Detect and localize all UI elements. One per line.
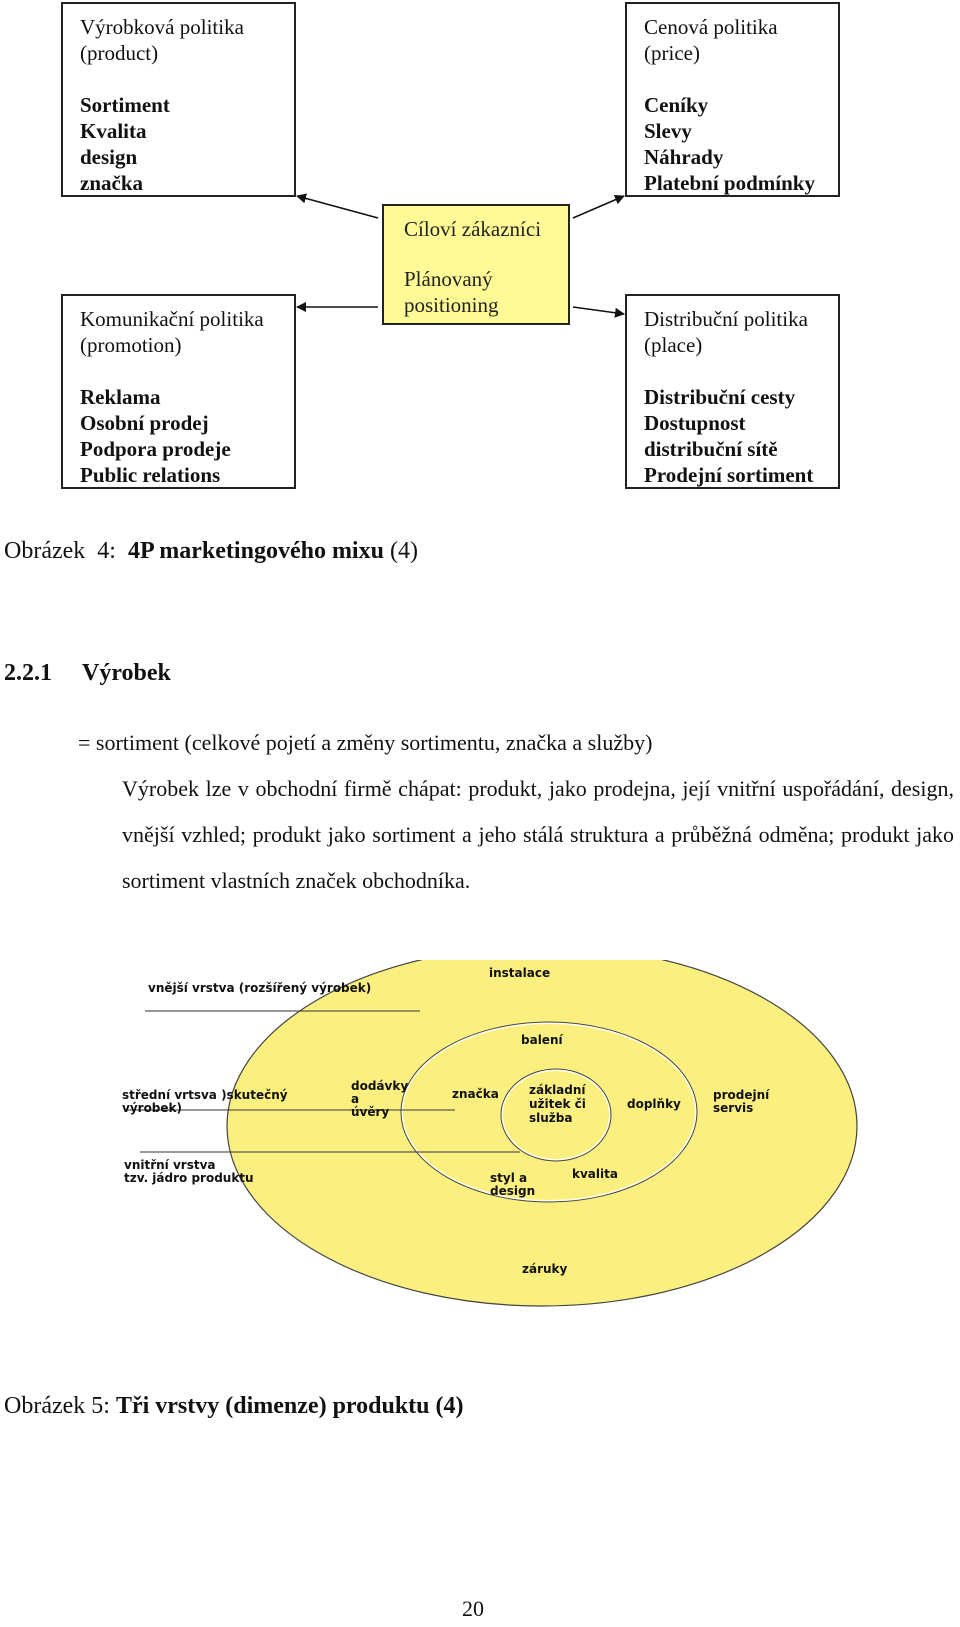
core-label-2: užitek či — [529, 1097, 586, 1111]
middle-right-label: doplňky — [627, 1097, 681, 1111]
place-policy-subtitle: (place) — [644, 333, 703, 357]
outer-right-label-1: prodejní — [713, 1088, 770, 1102]
middle-top-label: balení — [521, 1033, 563, 1047]
place-policy-title: Distribuční politika — [644, 307, 808, 331]
core-label-1: základní — [529, 1083, 586, 1097]
outer-left-label-2: a — [351, 1092, 360, 1106]
place-item: distribuční sítě — [644, 437, 778, 461]
body-paragraph: Výrobek lze v obchodní firmě chápat: produkt, jako prodejna, její vnitřní uspořádání, design, vnější vzhled; produkt jako sortiment a jeho stálá struktura a průběžná odměna; produkt jako sortiment vlastních značek obchodníka. — [122, 776, 954, 893]
middle-bottom-left-label-1: styl a — [490, 1171, 528, 1185]
place-item: Prodejní sortiment — [644, 463, 814, 487]
promotion-item: Podpora prodeje — [80, 437, 231, 461]
product-layers-diagram — [0, 960, 960, 1360]
outer-bottom-label: záruky — [522, 1262, 568, 1276]
middle-bottom-left-label-2: design — [490, 1184, 536, 1198]
product-item: značka — [80, 171, 143, 195]
place-item: Distribuční cesty — [644, 385, 796, 409]
price-item: Náhrady — [644, 145, 724, 169]
price-item: Slevy — [644, 119, 692, 143]
figure-4-caption — [4, 538, 418, 565]
arrow-to-price — [573, 196, 624, 218]
middle-bottom-right-label: kvalita — [572, 1167, 618, 1181]
outer-top-label: instalace — [489, 966, 551, 980]
caption-title: 4P marketingového mixu — [127, 538, 384, 564]
section-number: 2.2.1 — [4, 660, 52, 686]
price-item: Platební podmínky — [644, 171, 815, 195]
section-title: Výrobek — [82, 660, 171, 686]
caption-prefix: Obrázek 4: — [4, 538, 128, 564]
outer-left-label-1: dodávky — [351, 1079, 409, 1093]
promotion-item: Reklama — [80, 385, 161, 409]
planned-positioning-label: Plánovaný positioning — [404, 267, 499, 317]
mix-arrows — [0, 0, 960, 520]
caption-suffix: (4) — [383, 538, 418, 564]
product-policy-title: Výrobková politika — [80, 15, 244, 39]
promotion-item: Osobní prodej — [80, 411, 209, 435]
inner-layer-label-2: tzv. jádro produktu — [124, 1171, 254, 1185]
price-item: Ceníky — [644, 93, 709, 117]
arrow-to-product — [297, 196, 378, 218]
product-item: design — [80, 145, 138, 169]
middle-left-label: značka — [452, 1087, 499, 1101]
promotion-item: Public relations — [80, 463, 221, 487]
arrow-to-place — [573, 307, 624, 314]
middle-layer-label-2: výrobek) — [122, 1101, 182, 1115]
target-customers-label: Cíloví zákazníci — [404, 217, 542, 241]
inner-layer-label-1: vnitřní vrstva — [124, 1158, 216, 1172]
product-policy-subtitle: (product) — [80, 41, 159, 65]
price-policy-title: Cenová politika — [644, 15, 778, 39]
outer-right-label-2: servis — [713, 1101, 754, 1115]
caption-title: Tři vrstvy (dimenze) produktu (4) — [115, 1393, 464, 1419]
caption-prefix: Obrázek 5: — [4, 1393, 116, 1419]
core-label-3: služba — [529, 1111, 573, 1125]
outer-layer-label: vnější vrstva (rozšířený výrobek) — [148, 981, 372, 995]
product-item: Sortiment — [80, 93, 170, 117]
price-policy-subtitle: (price) — [644, 41, 700, 65]
section-heading — [4, 660, 171, 687]
figure-5-caption — [4, 1393, 464, 1420]
product-item: Kvalita — [80, 119, 147, 143]
promotion-policy-subtitle: (promotion) — [80, 333, 182, 357]
middle-layer-label-1: střední vrtsva )skutečný — [122, 1088, 288, 1102]
page-number: 20 — [462, 1596, 484, 1621]
outer-left-label-3: úvěry — [351, 1105, 390, 1119]
place-item: Dostupnost — [644, 411, 746, 435]
promotion-policy-title: Komunikační politika — [80, 307, 264, 331]
definition-text: = sortiment (celkové pojetí a změny sortimentu, značka a služby) — [78, 730, 653, 755]
